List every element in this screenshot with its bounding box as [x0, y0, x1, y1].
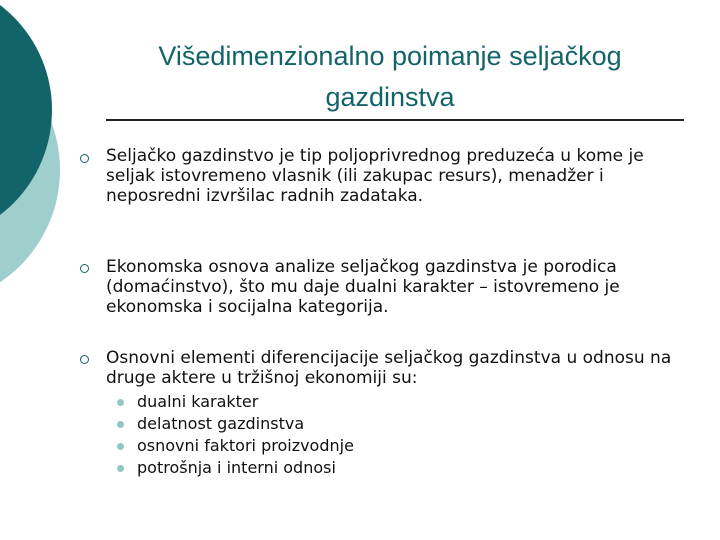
slide-title: [80, 36, 700, 118]
sub-bullet-dot-icon: [117, 465, 124, 472]
sub-item-4: potrošnja i interni odnosi: [137, 458, 336, 477]
paragraph-1: Seljačko gazdinstvo je tip poljoprivrednog preduzeća u kome je seljak istovremeno vlasnik (ili zakupac resurs), menadžer i neposredni izvršilac radnih zadataka.: [106, 146, 644, 206]
title-line-2: gazdinstva: [325, 82, 455, 112]
paragraph-2: Ekonomska osnova analize seljačkog gazdinstva je porodica (domaćinstvo), što mu daje dualni karakter – istovremeno je ekonomska i socijalna kategorija.: [106, 257, 620, 317]
sub-item-1: dualni karakter: [137, 392, 259, 411]
bullet-circle-icon: [80, 154, 89, 163]
paragraph-3: Osnovni elementi diferencijacije seljačkog gazdinstva u odnosu na druge aktere u tržišnoj ekonomiji su:: [106, 348, 672, 388]
sub-bullet-dot-icon: [117, 399, 124, 406]
sub-bullet-dot-icon: [117, 421, 124, 428]
bullet-circle-icon: [80, 355, 89, 364]
bullet-circle-icon: [80, 264, 89, 273]
sub-bullet-dot-icon: [117, 443, 124, 450]
sub-item-2: delatnost gazdinstva: [137, 414, 305, 433]
decorative-circles: [0, 0, 80, 300]
title-line-1: Višedimenzionalno poimanje seljačkog: [158, 41, 622, 71]
title-divider: [106, 119, 684, 121]
sub-item-3: osnovni faktori proizvodnje: [137, 436, 354, 455]
